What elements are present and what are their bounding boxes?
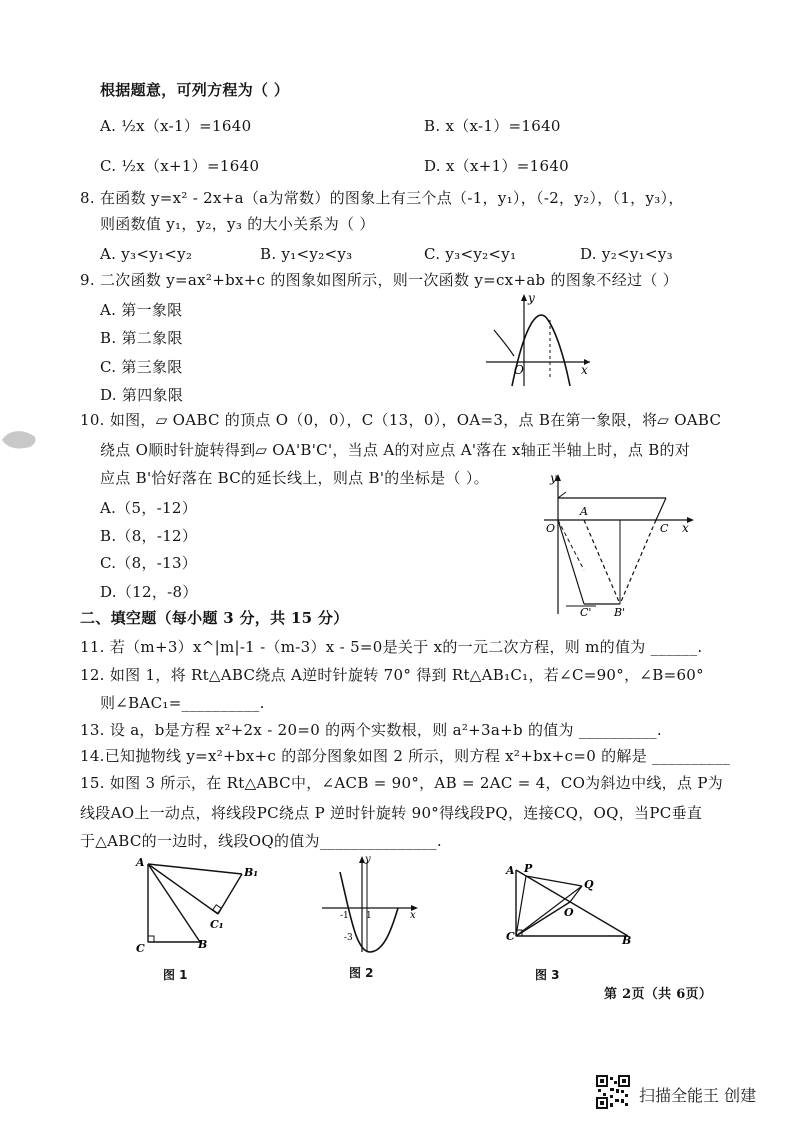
- q10-option-c: C.（8，-13）: [100, 554, 198, 572]
- scanner-brand: 扫描全能王 创建: [639, 1086, 757, 1105]
- fig2-x-label: x: [410, 910, 416, 921]
- q9-parabola-figure: [484, 290, 594, 390]
- fig1-a-label: A: [136, 856, 145, 869]
- q8-option-a: A. y₃<y₁<y₂: [100, 245, 193, 263]
- q10-fig-cp-label: C': [580, 606, 592, 618]
- q10-fig-y-label: y: [550, 471, 557, 485]
- q12-line1: 12. 如图 1，将 Rt△ABC绕点 A逆时针旋转 70° 得到 Rt△AB₁C₁，若∠C=90°，∠B=60°: [80, 666, 704, 684]
- q7-option-d: D. x（x+1）=1640: [424, 157, 570, 175]
- page-number: 第 2页（共 6页）: [604, 987, 713, 1002]
- fig3-q-label: Q: [584, 878, 594, 891]
- q10-option-a: A.（5，-12）: [100, 499, 197, 517]
- fig3-p-label: P: [524, 862, 533, 875]
- q15-line3: 于△ABC的一边时，线段OQ的值为_______________.: [80, 832, 442, 850]
- fig3-o-label: O: [564, 906, 574, 919]
- q8-option-c: C. y₃<y₂<y₁: [424, 245, 517, 263]
- fig2-minus3-label: -3: [344, 933, 353, 943]
- q14-text: 14.已知抛物线 y=x²+bx+c 的部分图象如图 2 所示，则方程 x²+bx+c=0 的解是 __________: [80, 747, 731, 765]
- q9-option-c: C. 第三象限: [100, 358, 183, 376]
- figure-1: [130, 856, 260, 956]
- fig1-c-label: C: [136, 942, 145, 955]
- fig2-minus1-label: -1: [340, 911, 349, 921]
- q7-stem: 根据题意，可列方程为（ ）: [100, 81, 290, 99]
- section-title: 二、填空题（每小题 3 分，共 15 分）: [80, 609, 349, 627]
- q10-option-b: B.（8，-12）: [100, 527, 198, 545]
- q13-text: 13. 设 a，b是方程 x²+2x - 20=0 的两个实数根，则 a²+3a+b 的值为 __________.: [80, 721, 662, 739]
- q9-stem: 9. 二次函数 y=ax²+bx+c 的图象如图所示，则一次函数 y=cx+ab 的图象不经过（ ）: [80, 271, 678, 289]
- q8-stem-line2: 则函数值 y₁，y₂，y₃ 的大小关系为（ ）: [100, 215, 375, 233]
- q10-fig-bp-label: B': [614, 606, 626, 618]
- q10-fig-c-label: C: [660, 522, 669, 535]
- q9-option-a: A. 第一象限: [100, 301, 183, 319]
- q9-fig-origin-label: O: [514, 363, 524, 377]
- fig2-caption: 图 2: [349, 966, 374, 980]
- q10-stem-line3: 应点 B'恰好落在 BC的延长线上，则点 B'的坐标是（ ）。: [100, 469, 489, 487]
- q8-option-b: B. y₁<y₂<y₃: [260, 245, 353, 263]
- q9-fig-y-label: y: [528, 291, 535, 305]
- fig3-b-label: B: [622, 934, 632, 947]
- qr-code-icon: [596, 1075, 630, 1109]
- fig3-caption: 图 3: [535, 968, 560, 982]
- q7-option-c: C. ½x（x+1）=1640: [100, 157, 260, 175]
- q15-line1: 15. 如图 3 所示，在 Rt△ABC中，∠ACB = 90°，AB = 2AC = 4，CO为斜边中线，点 P为: [80, 774, 724, 792]
- fig1-b1-label: B₁: [244, 866, 259, 879]
- fig2-one-label: 1: [366, 911, 372, 921]
- q7-option-b: B. x（x-1）=1640: [424, 117, 561, 135]
- q10-stem-line2: 绕点 O顺时针旋转得到▱ OA'B'C'，当点 A的对应点 A'落在 x轴正半轴上时，点 B的对: [100, 441, 691, 459]
- q10-fig-o-label: O: [546, 522, 556, 535]
- q8-option-d: D. y₂<y₁<y₃: [580, 245, 673, 263]
- scan-smudge: [0, 426, 40, 454]
- fig1-b-label: B: [198, 938, 208, 951]
- q11-text: 11. 若（m+3）x^|m|-1 -（m-3）x - 5=0是关于 x的一元二次方程，则 m的值为 ______.: [80, 638, 703, 656]
- q10-option-d: D.（12，-8）: [100, 583, 198, 601]
- q10-fig-a-label: A: [580, 505, 588, 518]
- q15-line2: 线段AO上一动点，将线段PC绕点 P 逆时针旋转 90°得线段PQ，连接CQ，OQ，当PC垂直: [80, 804, 703, 822]
- q9-fig-x-label: x: [581, 363, 588, 377]
- figure-2: [318, 852, 422, 956]
- q8-stem-line1: 8. 在函数 y=x² - 2x+a（a为常数）的图象上有三个点（-1，y₁），（-2，y₂），（1，y₃），: [80, 189, 684, 207]
- q9-option-d: D. 第四象限: [100, 386, 184, 404]
- q12-line2: 则∠BAC₁=__________.: [100, 694, 265, 712]
- fig3-c-label: C: [506, 930, 515, 943]
- fig2-y-label: y: [365, 854, 371, 865]
- q10-fig-x-label: x: [682, 521, 689, 535]
- fig1-caption: 图 1: [163, 968, 188, 982]
- fig1-c1-label: C₁: [210, 918, 224, 931]
- q10-rotation-figure: [536, 470, 696, 618]
- q9-option-b: B. 第二象限: [100, 329, 183, 347]
- fig3-a-label: A: [506, 864, 515, 877]
- q10-stem-line1: 10. 如图，▱ OABC 的顶点 O（0，0），C（13，0），OA=3，点 B在第一象限，将▱ OABC: [80, 411, 722, 429]
- q7-option-a: A. ½x（x-1）=1640: [100, 117, 252, 135]
- figure-3: [504, 862, 644, 952]
